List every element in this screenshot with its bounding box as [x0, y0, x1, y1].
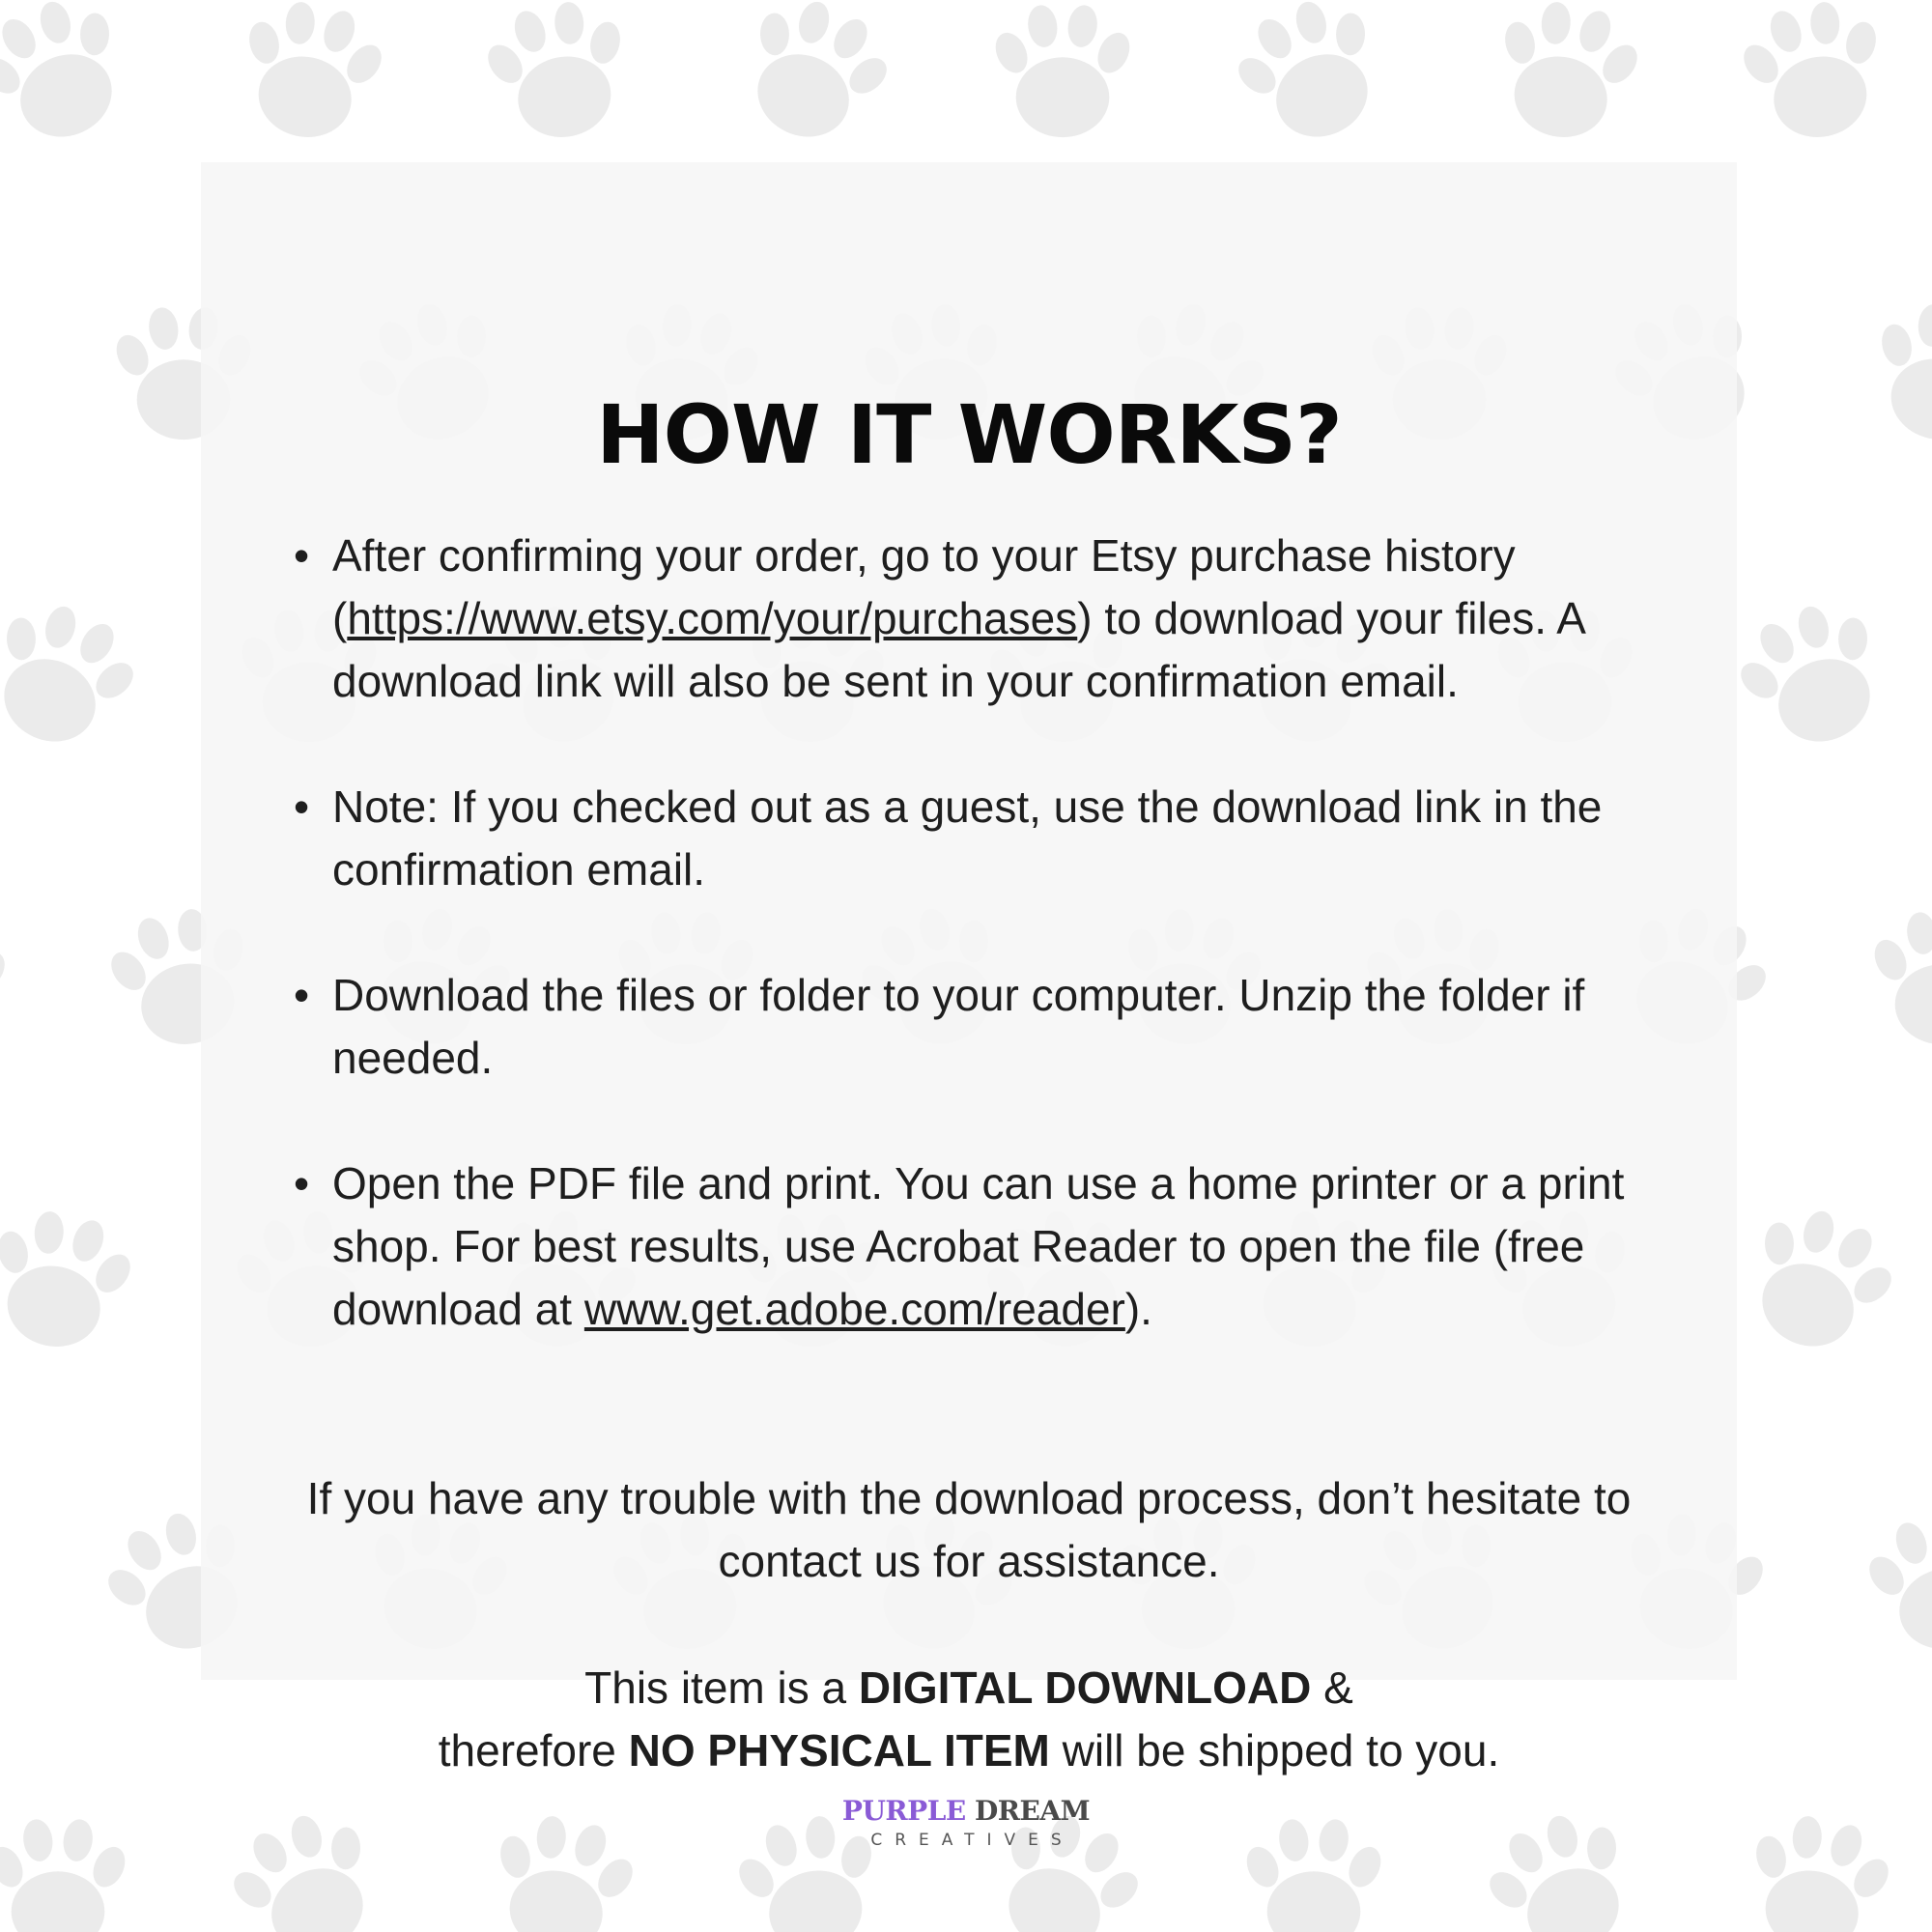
step-text: Open the PDF file and print. You can use a home printer or a print shop. For best results, use Acrobat Reader to open the file (free download at: [332, 1158, 1625, 1334]
brand-word-purple: PURPLE: [841, 1795, 966, 1827]
paw-icon: [989, 3, 1135, 137]
support-note: If you have any trouble with the download process, don’t hesitate to contact us for assistance.: [306, 1473, 1632, 1586]
brand-name: [0, 1794, 1932, 1829]
paw-icon: [473, 0, 644, 151]
notice-bold-digital: DIGITAL DOWNLOAD: [858, 1662, 1312, 1713]
paw-icon: [1855, 1501, 1932, 1662]
adobe-reader-link[interactable]: www.get.adobe.com/reader: [583, 1284, 1125, 1334]
paw-icon: [1719, 584, 1908, 766]
step-text: Download the files or folder to your computer. Unzip the folder if needed.: [332, 970, 1585, 1083]
page-title: HOW IT WORKS?: [596, 387, 1342, 482]
bullet-icon: •: [294, 530, 310, 581]
step-text: ).: [1124, 1284, 1152, 1334]
paw-icon: [721, 0, 909, 162]
paw-icon: [1868, 910, 1932, 1044]
notice-text: will be shipped to you.: [1049, 1725, 1500, 1776]
step-text: ) to download your files. A download link will also be sent in your confirmation email.: [332, 593, 1584, 706]
instructions-card: [201, 162, 1737, 1776]
paw-icon: [1858, 292, 1932, 453]
paw-icon: [0, 896, 19, 1058]
notice-text: &: [1311, 1662, 1353, 1713]
digital-download-notice: [220, 1657, 1718, 1782]
paw-icon: [0, 1199, 145, 1360]
step-text: After confirming your order, go to your Etsy purchase history (: [332, 530, 1516, 643]
paw-icon: [1725, 1189, 1914, 1371]
paw-icon: [225, 0, 396, 151]
step-item-4: [201, 1152, 1737, 1341]
brand-logo: [0, 1794, 1932, 1852]
step-text: Note: If you checked out as a guest, use the download link in the confirmation email.: [332, 781, 1603, 895]
bullet-icon: •: [294, 970, 310, 1020]
notice-text: This item is a: [584, 1662, 859, 1713]
notice-text: therefore: [438, 1725, 629, 1776]
paw-icon: [1729, 0, 1900, 151]
etsy-purchases-link[interactable]: https://www.etsy.com/your/purchases: [347, 593, 1078, 643]
steps-list: [201, 525, 1737, 1404]
bullet-icon: •: [294, 781, 310, 832]
step-item-2: [201, 776, 1737, 901]
paw-icon: [0, 584, 155, 766]
paw-icon: [0, 1515, 6, 1649]
paw-icon: [0, 277, 27, 471]
notice-bold-physical: NO PHYSICAL ITEM: [628, 1725, 1050, 1776]
paw-icon: [1217, 0, 1406, 162]
paw-icon: [0, 0, 149, 162]
brand-subtitle: CREATIVES: [870, 1831, 1074, 1850]
brand-word-dream: DREAM: [974, 1795, 1091, 1827]
paw-icon: [1481, 0, 1652, 151]
step-item-3: [201, 964, 1737, 1090]
bullet-icon: •: [294, 1158, 310, 1208]
step-item-1: [201, 525, 1737, 713]
